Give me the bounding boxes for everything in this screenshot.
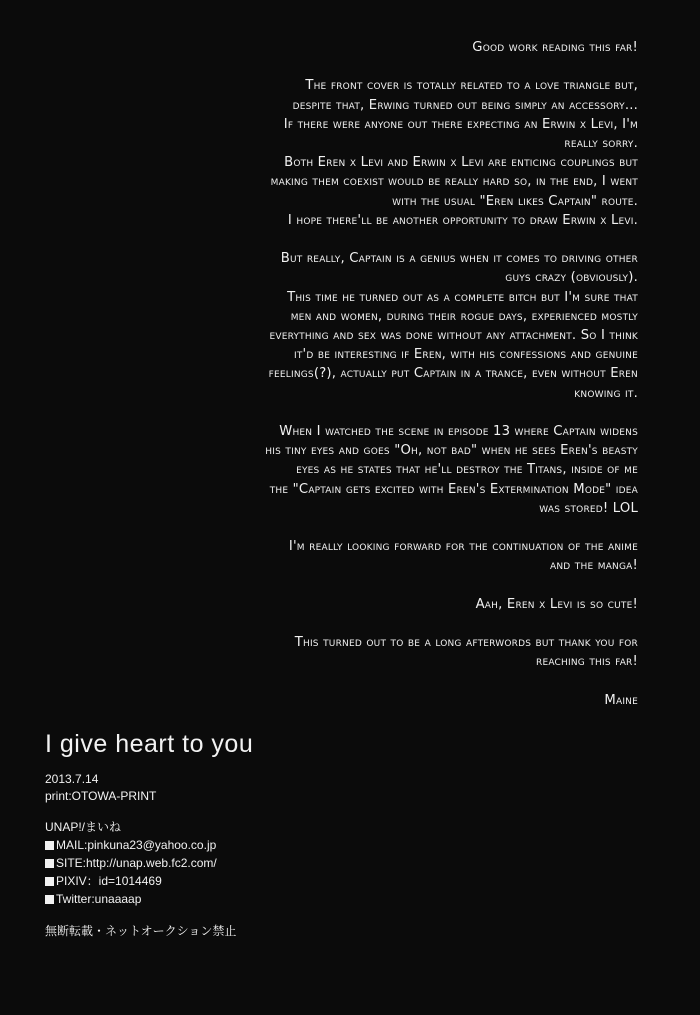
afterword-line: it'd be interesting if Eren, with his confessions and genuine xyxy=(293,347,638,363)
afterword-paragraph-4 xyxy=(38,422,638,518)
afterword-signature xyxy=(38,691,638,710)
square-bullet-icon xyxy=(45,859,54,868)
afterword-line: guys crazy (obviously). xyxy=(505,270,638,286)
afterword-line: The front cover is totally related to a love triangle but, xyxy=(305,78,638,94)
printer-credit: print:OTOWA-PRINT xyxy=(45,789,157,803)
afterword-line: everything and sex was done without any attachment. So I think xyxy=(269,328,638,344)
afterword-line: and the manga! xyxy=(549,558,638,574)
afterword-paragraph-6 xyxy=(38,595,638,614)
square-bullet-icon xyxy=(45,841,54,850)
afterword-paragraph-3 xyxy=(38,249,638,403)
afterword-line: knowing it. xyxy=(574,385,638,401)
afterword-line: reaching this far! xyxy=(535,654,638,670)
afterword-line: Both Eren x Levi and Erwin x Levi are enticing couplings but xyxy=(284,155,638,171)
site-url: SITE:http://unap.web.fc2.com/ xyxy=(56,856,217,870)
pixiv-id: PIXIV：id=1014469 xyxy=(56,874,162,888)
circle-name: UNAP!/まいね xyxy=(45,820,122,834)
afterword-line: This time he turned out as a complete bitch but I'm sure that xyxy=(287,289,638,305)
afterword-line: his tiny eyes and goes "Oh, not bad" when he sees Eren's beasty xyxy=(265,443,638,459)
colophon xyxy=(45,730,445,939)
book-title: I give heart to you xyxy=(45,730,254,758)
afterword-paragraph-7 xyxy=(38,633,638,671)
author-signature: Maine xyxy=(604,692,638,708)
afterword-line: eyes as he states that he'll destroy the Titans, inside of me xyxy=(296,462,638,478)
afterword-line: men and women, during their rogue days, experienced mostly xyxy=(290,308,638,324)
afterword-line: When I watched the scene in episode 13 where Captain widens xyxy=(279,424,638,440)
afterword-line: If there were anyone out there expecting an Erwin x Levi, I'm xyxy=(283,116,638,132)
afterword-line: But really, Captain is a genius when it comes to driving other xyxy=(280,251,638,267)
afterword-line: feelings(?), actually put Captain in a trance, even without Eren xyxy=(268,366,638,382)
publication-date: 2013.7.14 xyxy=(45,772,99,786)
afterword-text xyxy=(38,38,638,729)
afterword-line: really sorry. xyxy=(564,136,638,151)
afterword-paragraph-2 xyxy=(38,76,638,230)
square-bullet-icon xyxy=(45,895,54,904)
afterword-paragraph-1 xyxy=(38,38,638,57)
mail-address: MAIL:pinkuna23@yahoo.co.jp xyxy=(56,838,217,852)
afterword-line: I hope there'll be another opportunity to draw Erwin x Levi. xyxy=(287,212,638,228)
square-bullet-icon xyxy=(45,877,54,886)
copyright-notice: 無断転載・ネットオークション禁止 xyxy=(45,924,237,938)
afterword-line: despite that, Erwing turned out being simply an accessory... xyxy=(292,97,638,113)
afterword-paragraph-5 xyxy=(38,537,638,575)
afterword-line: making them coexist would be really hard so, in the end, I went xyxy=(270,174,638,190)
afterword-line: was stored! LOL xyxy=(539,500,638,516)
afterword-line: Aah, Eren x Levi is so cute! xyxy=(475,596,638,612)
mail-entry xyxy=(45,836,445,854)
afterword-line: I'm really looking forward for the continuation of the anime xyxy=(288,539,638,555)
twitter-entry xyxy=(45,890,445,908)
pixiv-entry xyxy=(45,872,445,890)
afterword-line: with the usual "Eren likes Captain" route. xyxy=(392,193,638,209)
twitter-handle: Twitter:unaaaap xyxy=(56,892,142,906)
afterword-line: the "Captain gets excited with Eren's Extermination Mode" idea xyxy=(269,481,638,497)
afterword-line: This turned out to be a long afterwords but thank you for xyxy=(294,635,638,651)
site-entry xyxy=(45,854,445,872)
afterword-line: Good work reading this far! xyxy=(472,40,638,55)
